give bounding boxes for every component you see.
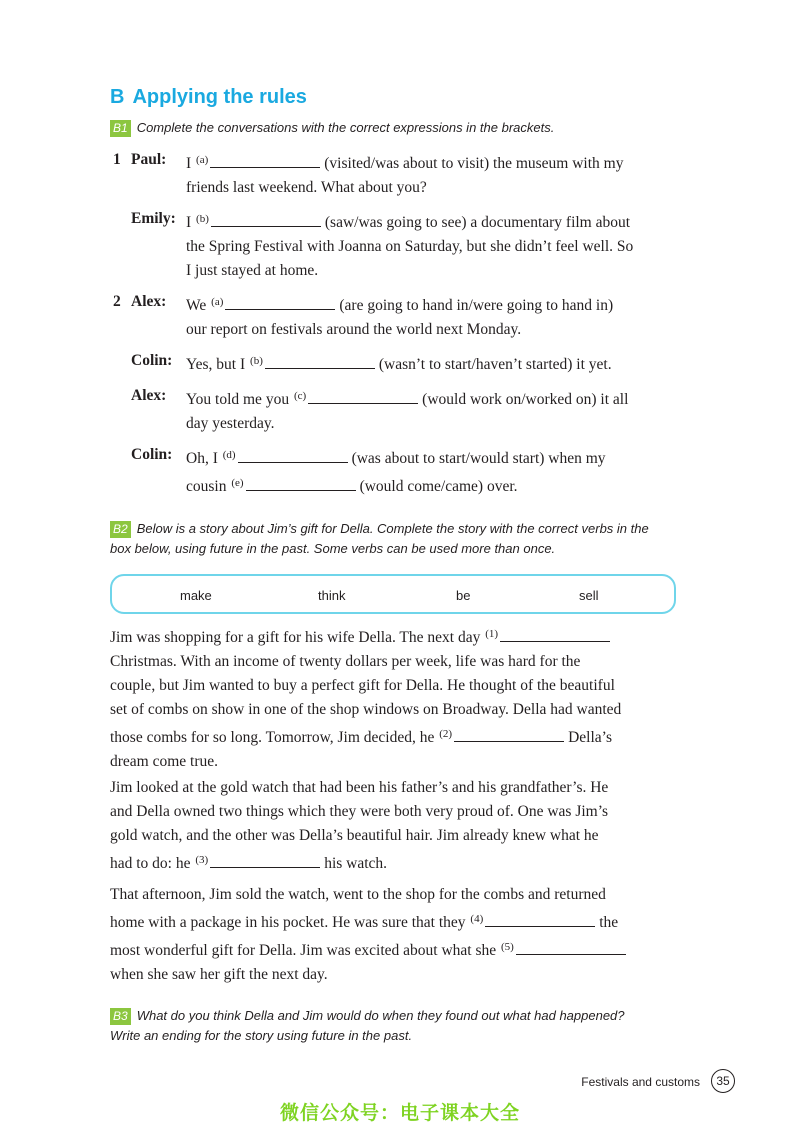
story-text: those combs for so long. Tomorrow, Jim decided, he bbox=[110, 729, 435, 746]
story-text: the bbox=[599, 914, 619, 931]
blank-marker: (1) bbox=[485, 628, 499, 640]
word-box bbox=[110, 574, 676, 614]
line-text: (saw/was going to see) a documentary film about bbox=[324, 214, 631, 231]
b1-instruction bbox=[110, 118, 554, 138]
answer-blank[interactable] bbox=[500, 627, 610, 642]
word-item: make bbox=[180, 588, 212, 603]
b2-instruction-text: box below, using future in the past. Some verbs can be used more than once. bbox=[110, 541, 556, 556]
line-alex-1 bbox=[186, 290, 676, 342]
answer-blank[interactable] bbox=[225, 295, 335, 310]
story-text: most wonderful gift for Della. Jim was excited about what she bbox=[110, 942, 497, 959]
story-paragraph-3 bbox=[110, 883, 676, 987]
page-number: 35 bbox=[711, 1069, 735, 1093]
b3-tag: B3 bbox=[110, 1008, 131, 1025]
answer-blank[interactable] bbox=[238, 448, 348, 463]
answer-blank[interactable] bbox=[454, 727, 564, 742]
watermark: 微信公众号：电子课本大全 bbox=[279, 1102, 520, 1124]
line-text: I bbox=[186, 155, 192, 172]
story-text: couple, but Jim wanted to buy a perfect gift for Della. He thought of the beautiful bbox=[110, 677, 615, 694]
b2-tag: B2 bbox=[110, 521, 131, 538]
blank-marker: (b) bbox=[250, 355, 263, 367]
answer-blank[interactable] bbox=[211, 212, 321, 227]
b3-instruction bbox=[110, 1006, 690, 1046]
story-text: Jim looked at the gold watch that had been his father’s and his grandfather’s. He bbox=[110, 779, 609, 796]
speaker-emily: Emily: bbox=[131, 210, 176, 227]
word-item: sell bbox=[579, 588, 599, 603]
speaker-alex: Alex: bbox=[131, 387, 167, 404]
footer-label: Festivals and customs bbox=[581, 1075, 700, 1089]
b2-instruction-text: Below is a story about Jim’s gift for Della. Complete the story with the correct verbs in the bbox=[136, 521, 649, 536]
story-text: Christmas. With an income of twenty dollars per week, life was hard for the bbox=[110, 653, 581, 670]
b1-instruction-text: Complete the conversations with the correct expressions in the brackets. bbox=[136, 120, 555, 135]
line-text: cousin bbox=[186, 478, 227, 495]
line-text: (was about to start/would start) when my bbox=[351, 450, 606, 467]
line-text: I just stayed at home. bbox=[186, 262, 319, 279]
blank-marker: (4) bbox=[470, 913, 484, 925]
story-text: his watch. bbox=[324, 855, 388, 872]
story-text: and Della owned two things which they were both very proud of. One was Jim’s bbox=[110, 803, 609, 820]
section-title-text: Applying the rules bbox=[132, 86, 307, 108]
blank-marker: (b) bbox=[196, 213, 209, 225]
answer-blank[interactable] bbox=[265, 354, 375, 369]
b3-instruction-text: Write an ending for the story using future in the past. bbox=[110, 1028, 413, 1043]
blank-marker: (2) bbox=[439, 728, 453, 740]
line-text: the Spring Festival with Joanna on Saturday, but she didn’t feel well. So bbox=[186, 238, 634, 255]
story-paragraph-1 bbox=[110, 622, 676, 774]
answer-blank[interactable] bbox=[210, 853, 320, 868]
line-text: Yes, but I bbox=[186, 356, 246, 373]
blank-marker: (5) bbox=[501, 941, 514, 953]
story-text: dream come true. bbox=[110, 753, 219, 770]
line-emily bbox=[186, 207, 676, 283]
blank-marker: (a) bbox=[211, 296, 224, 308]
speaker-paul: Paul: bbox=[131, 151, 167, 168]
section-letter: B bbox=[110, 86, 125, 108]
story-text: had to do: he bbox=[110, 855, 191, 872]
line-text: our report on festivals around the world next Monday. bbox=[186, 321, 522, 338]
story-text: set of combs on show in one of the shop windows on Broadway. Della had wanted bbox=[110, 701, 622, 718]
story-text: Della’s bbox=[568, 729, 612, 746]
blank-marker: (d) bbox=[222, 449, 236, 461]
line-text: day yesterday. bbox=[186, 415, 275, 432]
story-text: when she saw her gift the next day. bbox=[110, 966, 328, 983]
section-title bbox=[110, 86, 307, 109]
blank-marker: (c) bbox=[293, 390, 307, 402]
line-text: I bbox=[186, 214, 192, 231]
line-text: Oh, I bbox=[186, 450, 218, 467]
line-colin-1 bbox=[186, 349, 676, 377]
speaker-alex: Alex: bbox=[131, 293, 167, 310]
b2-instruction bbox=[110, 519, 690, 559]
answer-blank[interactable] bbox=[485, 912, 595, 927]
answer-blank[interactable] bbox=[516, 940, 626, 955]
b3-instruction-text: What do you think Della and Jim would do when they found out what had happened? bbox=[136, 1008, 625, 1023]
line-alex-2 bbox=[186, 384, 676, 436]
answer-blank[interactable] bbox=[308, 389, 418, 404]
answer-blank[interactable] bbox=[210, 153, 320, 168]
b1-tag: B1 bbox=[110, 120, 131, 137]
story-text: gold watch, and the other was Della’s beautiful hair. Jim already knew what he bbox=[110, 827, 599, 844]
story-text: home with a package in his pocket. He was sure that they bbox=[110, 914, 466, 931]
line-paul bbox=[186, 148, 676, 200]
line-text: (are going to hand in/were going to hand in) bbox=[339, 297, 614, 314]
line-text: We bbox=[186, 297, 207, 314]
line-text: (wasn’t to start/haven’t started) it yet. bbox=[378, 356, 612, 373]
blank-marker: (e) bbox=[231, 477, 244, 489]
line-text: (visited/was about to visit) the museum with my bbox=[324, 155, 624, 172]
line-text: You told me you bbox=[186, 391, 290, 408]
story-paragraph-2 bbox=[110, 776, 676, 876]
line-text: (would work on/worked on) it all bbox=[422, 391, 629, 408]
answer-blank[interactable] bbox=[246, 476, 356, 491]
conversation-number: 1 bbox=[113, 151, 121, 168]
story-text: Jim was shopping for a gift for his wife Della. The next day bbox=[110, 629, 481, 646]
line-text: (would come/came) over. bbox=[359, 478, 518, 495]
line-colin-2 bbox=[186, 443, 676, 499]
word-item: be bbox=[456, 588, 471, 603]
blank-marker: (3) bbox=[195, 854, 209, 866]
word-item: think bbox=[318, 588, 346, 603]
story-text: That afternoon, Jim sold the watch, went to the shop for the combs and returned bbox=[110, 886, 606, 903]
speaker-colin: Colin: bbox=[131, 352, 173, 369]
speaker-colin: Colin: bbox=[131, 446, 173, 463]
conversation-number: 2 bbox=[113, 293, 121, 310]
blank-marker: (a) bbox=[196, 154, 209, 166]
line-text: friends last weekend. What about you? bbox=[186, 179, 427, 196]
